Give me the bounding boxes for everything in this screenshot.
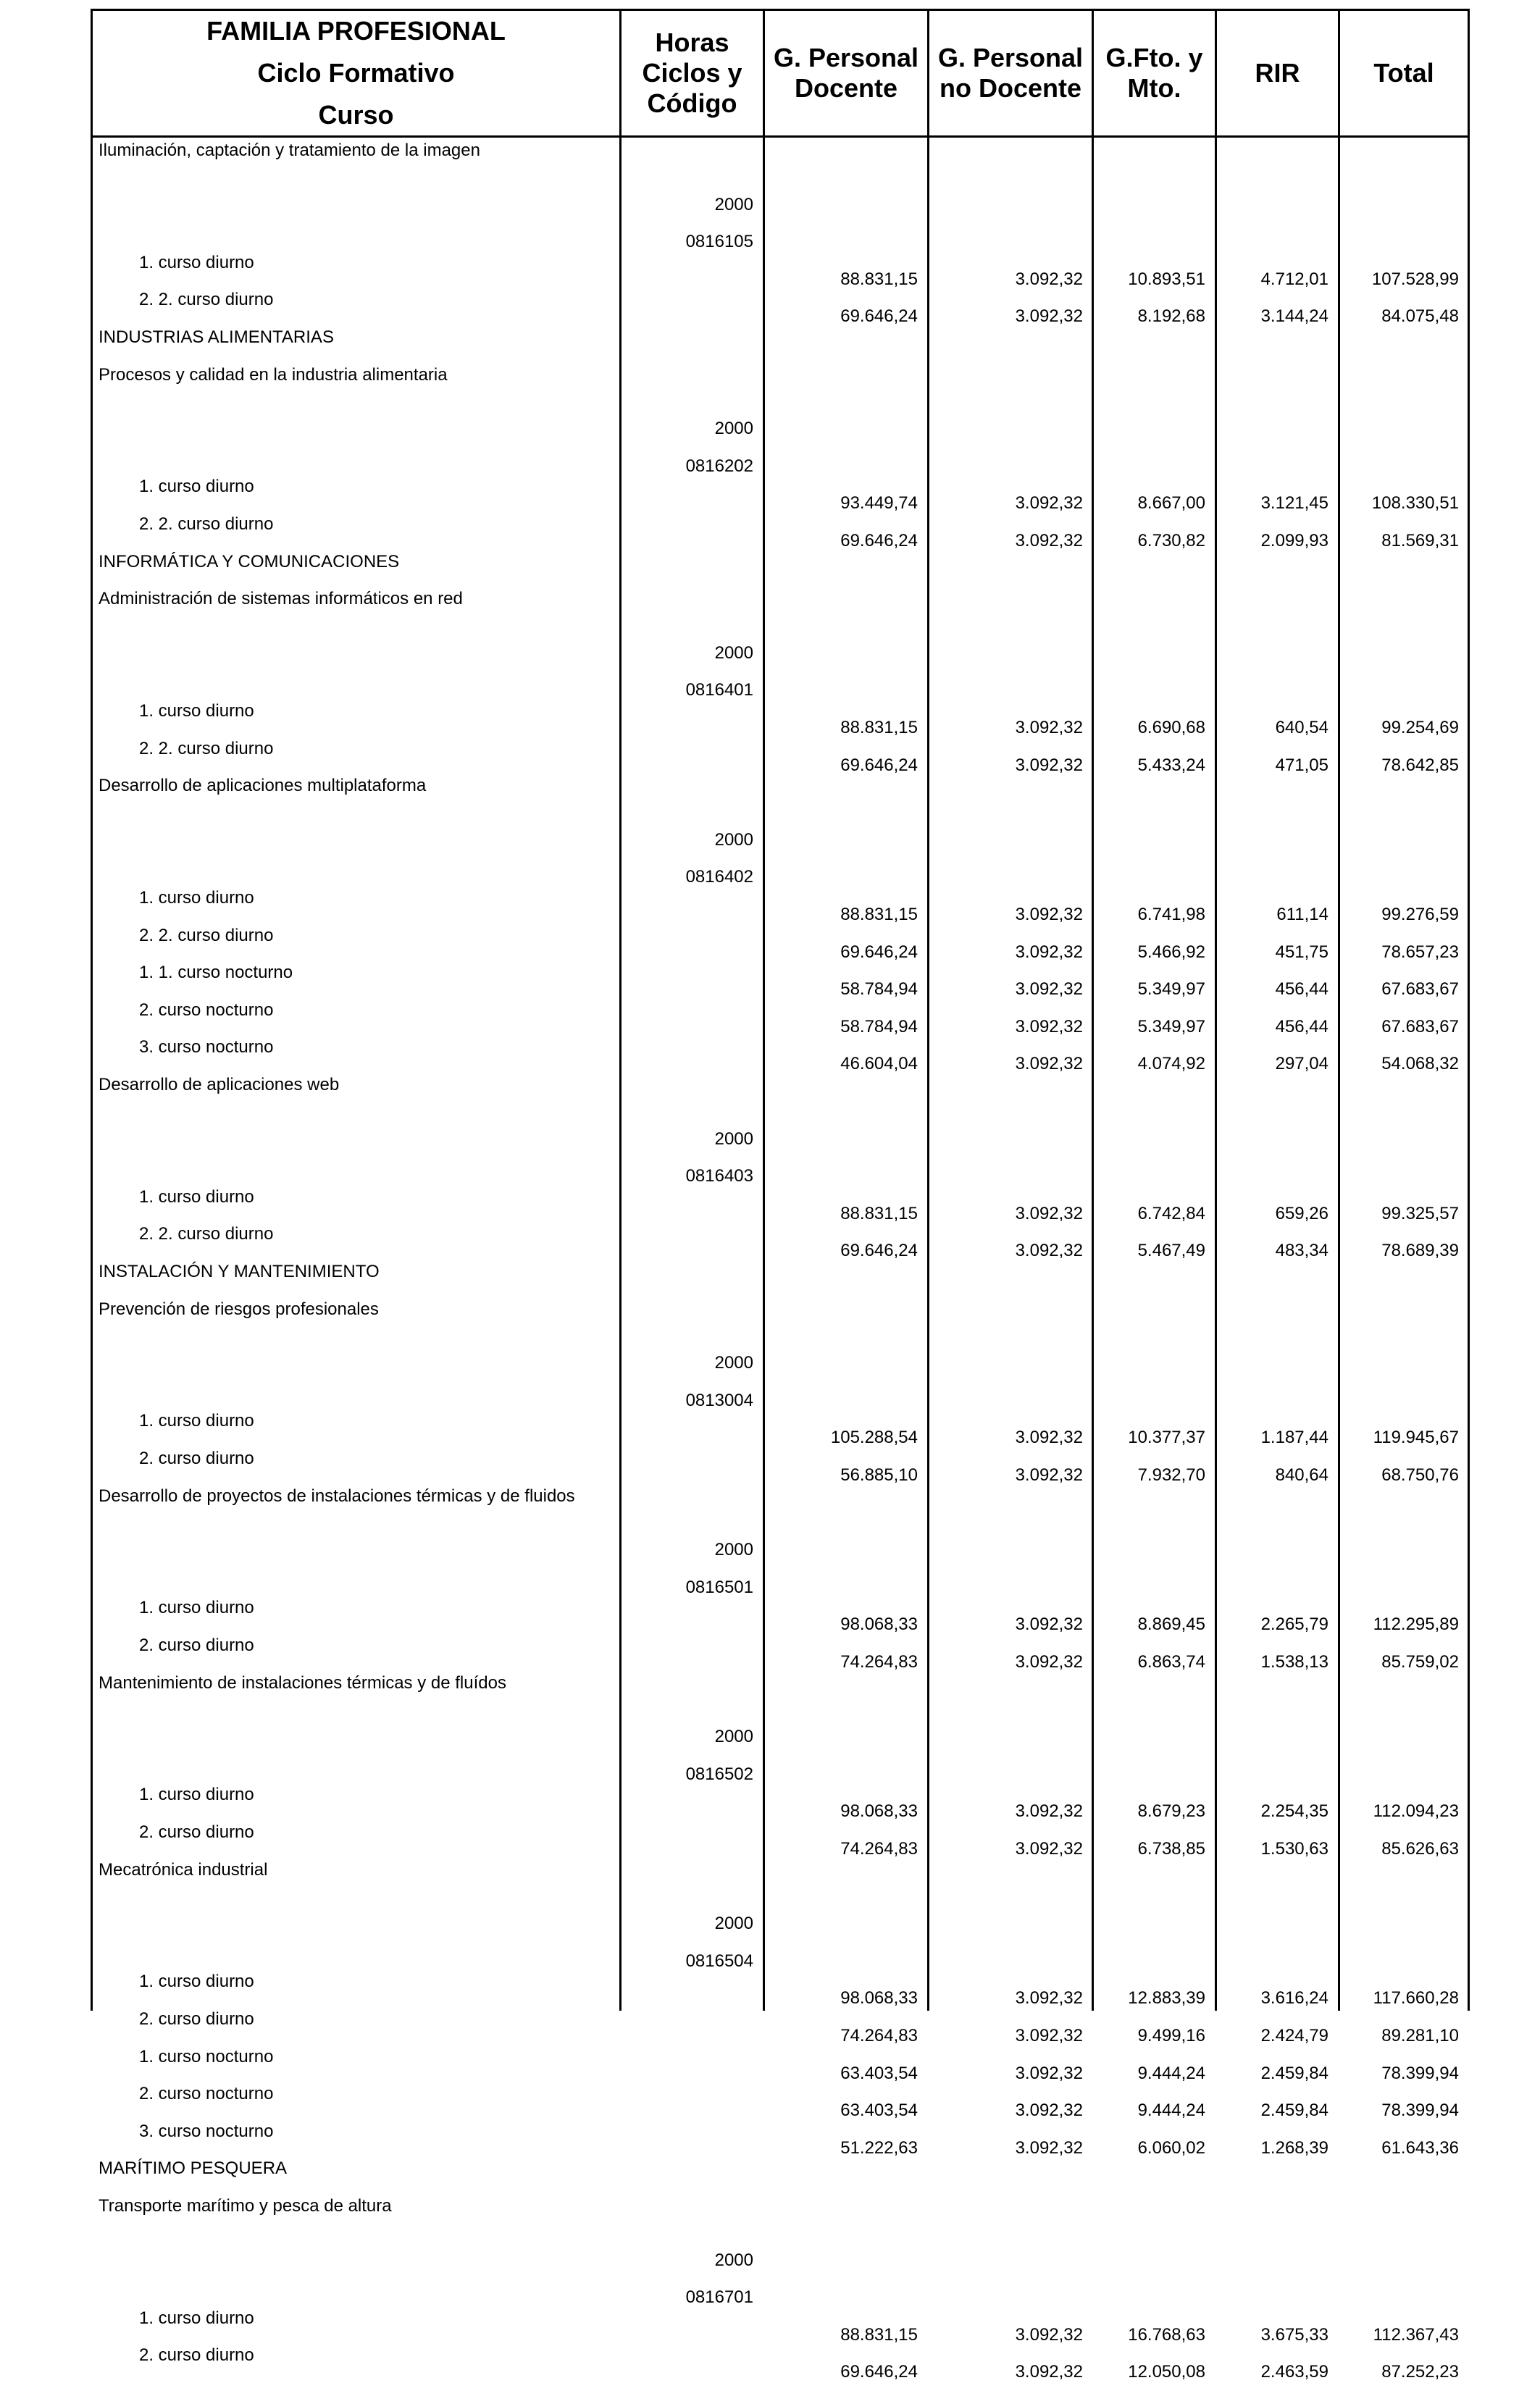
value-personal-docente: 74.264,83 bbox=[840, 1839, 918, 1859]
curso-label: 1. curso diurno bbox=[139, 2308, 254, 2328]
curso-label: 1. curso diurno bbox=[139, 1186, 254, 1207]
value-personal-docente: 98.068,33 bbox=[840, 1615, 918, 1635]
value-total: 85.759,02 bbox=[1381, 1652, 1459, 1672]
curso-label: 2. 2. curso diurno bbox=[139, 1224, 274, 1244]
budget-table bbox=[91, 9, 1470, 2382]
ciclo-horas: 2000 bbox=[714, 1353, 753, 1373]
value-personal-docente: 69.646,24 bbox=[840, 2362, 918, 2382]
value-total: 112.295,89 bbox=[1373, 1615, 1459, 1635]
ciclo-label: Iluminación, captación y tratamiento de la imagen bbox=[99, 141, 480, 160]
header-curso: Curso bbox=[318, 100, 394, 130]
column-divider bbox=[619, 11, 622, 2011]
curso-label: 1. curso diurno bbox=[139, 1411, 254, 1431]
value-personal-no-docente: 3.092,32 bbox=[1015, 1988, 1083, 2009]
value-rir: 3.675,33 bbox=[1260, 2324, 1328, 2345]
value-total: 84.075,48 bbox=[1381, 306, 1459, 327]
value-rir: 1.268,39 bbox=[1260, 2137, 1328, 2158]
value-total: 54.068,32 bbox=[1381, 1054, 1459, 1074]
value-gfto-mto: 6.863,74 bbox=[1137, 1652, 1205, 1672]
curso-label: 3. curso nocturno bbox=[139, 2121, 274, 2141]
value-personal-docente: 88.831,15 bbox=[840, 718, 918, 737]
value-gfto-mto: 5.467,49 bbox=[1137, 1241, 1205, 1261]
value-gfto-mto: 9.444,24 bbox=[1137, 2101, 1205, 2121]
ciclo-codigo: 0816202 bbox=[685, 456, 753, 476]
curso-label: 1. curso nocturno bbox=[139, 2046, 274, 2066]
value-rir: 659,26 bbox=[1275, 1203, 1328, 1223]
ciclo-codigo: 0816504 bbox=[685, 1951, 753, 1971]
familia-label: INSTALACIÓN Y MANTENIMIENTO bbox=[99, 1262, 380, 1281]
value-personal-docente: 98.068,33 bbox=[840, 1801, 918, 1822]
value-total: 81.569,31 bbox=[1381, 531, 1459, 550]
curso-label: 1. curso diurno bbox=[139, 888, 254, 908]
value-personal-no-docente: 3.092,32 bbox=[1015, 979, 1083, 1000]
value-total: 119.945,67 bbox=[1373, 1428, 1459, 1448]
value-gfto-mto: 9.499,16 bbox=[1137, 2026, 1205, 2045]
value-gfto-mto: 12.050,08 bbox=[1128, 2362, 1205, 2382]
ciclo-horas: 2000 bbox=[714, 642, 753, 663]
ciclo-horas: 2000 bbox=[714, 2250, 753, 2270]
value-personal-no-docente: 3.092,32 bbox=[1015, 2026, 1083, 2045]
value-rir: 2.463,59 bbox=[1260, 2362, 1328, 2382]
value-total: 68.750,76 bbox=[1381, 1465, 1459, 1485]
curso-label: 3. curso nocturno bbox=[139, 1037, 274, 1058]
value-personal-no-docente: 3.092,32 bbox=[1015, 493, 1083, 514]
value-gfto-mto: 8.679,23 bbox=[1137, 1801, 1205, 1822]
curso-label: 1. curso diurno bbox=[139, 1972, 254, 1992]
header-personal-no-docente: G. Personal no Docente bbox=[937, 43, 1084, 103]
curso-label: 2. curso diurno bbox=[139, 1636, 254, 1655]
value-gfto-mto: 5.349,97 bbox=[1137, 1016, 1205, 1036]
column-divider bbox=[1215, 11, 1217, 2011]
value-rir: 611,14 bbox=[1276, 905, 1328, 924]
value-personal-no-docente: 3.092,32 bbox=[1015, 1203, 1083, 1223]
header-familia: FAMILIA PROFESIONAL bbox=[206, 16, 506, 46]
value-gfto-mto: 10.893,51 bbox=[1128, 269, 1205, 289]
value-personal-no-docente: 3.092,32 bbox=[1015, 269, 1083, 289]
value-gfto-mto: 6.742,84 bbox=[1137, 1203, 1205, 1223]
familia-label: INDUSTRIAS ALIMENTARIAS bbox=[99, 327, 334, 347]
value-personal-docente: 69.646,24 bbox=[840, 531, 918, 550]
value-gfto-mto: 5.349,97 bbox=[1137, 979, 1205, 1000]
value-gfto-mto: 6.690,68 bbox=[1137, 718, 1205, 737]
value-gfto-mto: 8.667,00 bbox=[1137, 493, 1205, 514]
value-rir: 456,44 bbox=[1275, 1016, 1328, 1036]
column-divider bbox=[927, 11, 929, 2011]
value-personal-docente: 69.646,24 bbox=[840, 1241, 918, 1261]
curso-label: 2. 2. curso diurno bbox=[139, 514, 274, 534]
value-gfto-mto: 5.466,92 bbox=[1137, 942, 1205, 962]
value-personal-no-docente: 3.092,32 bbox=[1015, 1241, 1083, 1261]
value-gfto-mto: 16.768,63 bbox=[1128, 2324, 1205, 2345]
value-rir: 2.424,79 bbox=[1260, 2026, 1328, 2045]
value-rir: 1.187,44 bbox=[1260, 1428, 1328, 1448]
curso-label: 2. curso diurno bbox=[139, 2009, 254, 2029]
value-total: 85.626,63 bbox=[1381, 1839, 1459, 1859]
value-rir: 4.712,01 bbox=[1260, 269, 1328, 289]
ciclo-horas: 2000 bbox=[714, 419, 753, 439]
ciclo-label: Transporte marítimo y pesca de altura bbox=[99, 2196, 392, 2216]
value-personal-docente: 93.449,74 bbox=[840, 493, 918, 514]
curso-label: 1. curso diurno bbox=[139, 477, 254, 497]
header-familia-ciclo-curso bbox=[93, 11, 619, 135]
value-rir: 1.538,13 bbox=[1260, 1652, 1328, 1672]
ciclo-horas: 2000 bbox=[714, 194, 753, 214]
value-rir: 2.099,93 bbox=[1260, 531, 1328, 550]
value-rir: 3.144,24 bbox=[1260, 306, 1328, 327]
value-rir: 2.265,79 bbox=[1260, 1615, 1328, 1635]
value-rir: 2.459,84 bbox=[1260, 2063, 1328, 2083]
header-horas-codigo: Horas Ciclos y Código bbox=[642, 28, 742, 118]
value-personal-docente: 58.784,94 bbox=[840, 979, 918, 1000]
familia-label: INFORMÁTICA Y COMUNICACIONES bbox=[99, 551, 400, 571]
ciclo-horas: 2000 bbox=[714, 1727, 753, 1747]
value-total: 61.643,36 bbox=[1381, 2137, 1459, 2158]
value-total: 112.094,23 bbox=[1373, 1801, 1459, 1822]
value-gfto-mto: 7.932,70 bbox=[1137, 1465, 1205, 1485]
ciclo-codigo: 0816502 bbox=[685, 1764, 753, 1784]
curso-label: 1. curso diurno bbox=[139, 252, 254, 272]
value-personal-no-docente: 3.092,32 bbox=[1015, 1839, 1083, 1859]
ciclo-codigo: 0816402 bbox=[685, 867, 753, 887]
value-rir: 451,75 bbox=[1275, 942, 1328, 962]
value-gfto-mto: 6.741,98 bbox=[1137, 905, 1205, 924]
ciclo-label: Procesos y calidad en la industria alimentaria bbox=[99, 364, 448, 385]
curso-label: 2. curso diurno bbox=[139, 2345, 254, 2366]
ciclo-label: Desarrollo de aplicaciones multiplataforma bbox=[99, 776, 427, 796]
ciclo-codigo: 0816401 bbox=[685, 680, 753, 700]
value-total: 117.660,28 bbox=[1373, 1988, 1459, 2009]
ciclo-horas: 2000 bbox=[714, 1128, 753, 1149]
value-personal-no-docente: 3.092,32 bbox=[1015, 306, 1083, 327]
value-personal-docente: 51.222,63 bbox=[840, 2137, 918, 2158]
value-personal-docente: 88.831,15 bbox=[840, 905, 918, 924]
value-personal-docente: 69.646,24 bbox=[840, 942, 918, 962]
value-personal-docente: 74.264,83 bbox=[840, 2026, 918, 2045]
value-rir: 297,04 bbox=[1275, 1054, 1328, 1074]
curso-label: 2. 2. curso diurno bbox=[139, 290, 274, 310]
value-rir: 1.530,63 bbox=[1260, 1839, 1328, 1859]
value-personal-docente: 88.831,15 bbox=[840, 269, 918, 289]
value-personal-docente: 56.885,10 bbox=[840, 1465, 918, 1485]
curso-label: 2. 2. curso diurno bbox=[139, 925, 274, 945]
value-total: 78.399,94 bbox=[1381, 2101, 1459, 2121]
ciclo-horas: 2000 bbox=[714, 829, 753, 850]
column-divider bbox=[1338, 11, 1340, 2011]
column-divider bbox=[763, 11, 765, 2011]
value-gfto-mto: 10.377,37 bbox=[1128, 1428, 1205, 1448]
value-rir: 3.616,24 bbox=[1260, 1988, 1328, 2009]
value-personal-no-docente: 3.092,32 bbox=[1015, 755, 1083, 775]
value-gfto-mto: 8.869,45 bbox=[1137, 1615, 1205, 1635]
value-total: 99.254,69 bbox=[1381, 718, 1459, 737]
value-gfto-mto: 12.883,39 bbox=[1128, 1988, 1205, 2009]
value-personal-no-docente: 3.092,32 bbox=[1015, 905, 1083, 924]
ciclo-codigo: 0816105 bbox=[685, 232, 753, 252]
header-ciclo: Ciclo Formativo bbox=[257, 58, 455, 88]
value-personal-no-docente: 3.092,32 bbox=[1015, 531, 1083, 550]
value-rir: 3.121,45 bbox=[1260, 493, 1328, 514]
value-personal-docente: 46.604,04 bbox=[840, 1054, 918, 1074]
curso-label: 1. 1. curso nocturno bbox=[139, 963, 293, 983]
value-gfto-mto: 6.738,85 bbox=[1137, 1839, 1205, 1859]
curso-label: 2. curso nocturno bbox=[139, 2084, 274, 2104]
value-gfto-mto: 8.192,68 bbox=[1137, 306, 1205, 327]
familia-label: MARÍTIMO PESQUERA bbox=[99, 2158, 288, 2179]
value-personal-no-docente: 3.092,32 bbox=[1015, 1016, 1083, 1036]
curso-label: 2. curso nocturno bbox=[139, 1000, 274, 1020]
value-total: 87.252,23 bbox=[1381, 2362, 1459, 2382]
curso-label: 1. curso diurno bbox=[139, 1598, 254, 1618]
curso-label: 1. curso diurno bbox=[139, 701, 254, 721]
value-total: 78.657,23 bbox=[1381, 942, 1459, 962]
ciclo-label: Administración de sistemas informáticos en red bbox=[99, 589, 463, 609]
value-personal-no-docente: 3.092,32 bbox=[1015, 1615, 1083, 1635]
value-personal-no-docente: 3.092,32 bbox=[1015, 2063, 1083, 2083]
curso-label: 2. curso diurno bbox=[139, 1449, 254, 1468]
ciclo-label: Desarrollo de aplicaciones web bbox=[99, 1075, 340, 1094]
value-total: 78.642,85 bbox=[1381, 755, 1459, 775]
value-personal-docente: 88.831,15 bbox=[840, 1203, 918, 1223]
value-rir: 2.254,35 bbox=[1260, 1801, 1328, 1822]
value-rir: 640,54 bbox=[1275, 718, 1328, 737]
value-gfto-mto: 4.074,92 bbox=[1137, 1054, 1205, 1074]
header-total: Total bbox=[1373, 58, 1434, 88]
ciclo-horas: 2000 bbox=[714, 1540, 753, 1560]
value-personal-no-docente: 3.092,32 bbox=[1015, 718, 1083, 737]
column-divider bbox=[1092, 11, 1094, 2011]
value-personal-no-docente: 3.092,32 bbox=[1015, 1428, 1083, 1448]
value-total: 107.528,99 bbox=[1371, 269, 1459, 289]
curso-label: 2. 2. curso diurno bbox=[139, 738, 274, 758]
header-bottom-rule bbox=[93, 135, 1468, 138]
ciclo-label: Desarrollo de proyectos de instalaciones térmicas y de fluidos bbox=[99, 1486, 575, 1506]
value-personal-docente: 88.831,15 bbox=[840, 2324, 918, 2345]
value-personal-no-docente: 3.092,32 bbox=[1015, 1465, 1083, 1485]
header-rir: RIR bbox=[1255, 58, 1300, 88]
value-total: 99.325,57 bbox=[1381, 1203, 1459, 1223]
value-personal-no-docente: 3.092,32 bbox=[1015, 1801, 1083, 1822]
value-rir: 471,05 bbox=[1275, 755, 1328, 775]
value-personal-docente: 63.403,54 bbox=[840, 2063, 918, 2083]
value-personal-docente: 58.784,94 bbox=[840, 1016, 918, 1036]
value-gfto-mto: 9.444,24 bbox=[1137, 2063, 1205, 2083]
value-gfto-mto: 5.433,24 bbox=[1137, 755, 1205, 775]
value-personal-docente: 98.068,33 bbox=[840, 1988, 918, 2009]
value-personal-no-docente: 3.092,32 bbox=[1015, 1054, 1083, 1074]
value-rir: 840,64 bbox=[1275, 1465, 1328, 1485]
value-gfto-mto: 6.730,82 bbox=[1137, 531, 1205, 550]
ciclo-codigo: 0813004 bbox=[685, 1390, 753, 1410]
value-personal-docente: 105.288,54 bbox=[830, 1428, 918, 1448]
value-personal-docente: 63.403,54 bbox=[840, 2101, 918, 2121]
value-rir: 483,34 bbox=[1275, 1241, 1328, 1261]
ciclo-codigo: 0816701 bbox=[685, 2287, 753, 2308]
header-gfto-mto: G.Fto. y Mto. bbox=[1105, 43, 1203, 103]
ciclo-label: Mantenimiento de instalaciones térmicas y de fluídos bbox=[99, 1672, 506, 1693]
header-personal-docente: G. Personal Docente bbox=[773, 43, 919, 103]
value-personal-no-docente: 3.092,32 bbox=[1015, 2362, 1083, 2382]
value-personal-docente: 74.264,83 bbox=[840, 1652, 918, 1672]
value-personal-docente: 69.646,24 bbox=[840, 755, 918, 775]
value-personal-no-docente: 3.092,32 bbox=[1015, 2324, 1083, 2345]
value-personal-no-docente: 3.092,32 bbox=[1015, 2101, 1083, 2121]
value-personal-docente: 69.646,24 bbox=[840, 306, 918, 327]
value-rir: 456,44 bbox=[1275, 979, 1328, 1000]
value-personal-no-docente: 3.092,32 bbox=[1015, 942, 1083, 962]
value-total: 67.683,67 bbox=[1381, 979, 1459, 1000]
value-total: 78.399,94 bbox=[1381, 2063, 1459, 2083]
value-total: 89.281,10 bbox=[1381, 2026, 1459, 2045]
ciclo-label: Mecatrónica industrial bbox=[99, 1859, 268, 1880]
ciclo-horas: 2000 bbox=[714, 1914, 753, 1934]
value-total: 108.330,51 bbox=[1371, 493, 1459, 514]
value-personal-no-docente: 3.092,32 bbox=[1015, 2137, 1083, 2158]
value-total: 78.689,39 bbox=[1381, 1241, 1459, 1261]
ciclo-codigo: 0816403 bbox=[685, 1166, 753, 1186]
value-gfto-mto: 6.060,02 bbox=[1137, 2137, 1205, 2158]
ciclo-codigo: 0816501 bbox=[685, 1577, 753, 1597]
value-personal-no-docente: 3.092,32 bbox=[1015, 1652, 1083, 1672]
ciclo-label: Prevención de riesgos profesionales bbox=[99, 1299, 379, 1319]
curso-label: 1. curso diurno bbox=[139, 1785, 254, 1805]
curso-label: 2. curso diurno bbox=[139, 1822, 254, 1842]
value-rir: 2.459,84 bbox=[1260, 2101, 1328, 2121]
value-total: 67.683,67 bbox=[1381, 1016, 1459, 1036]
value-total: 99.276,59 bbox=[1381, 905, 1459, 924]
value-total: 112.367,43 bbox=[1373, 2324, 1459, 2345]
